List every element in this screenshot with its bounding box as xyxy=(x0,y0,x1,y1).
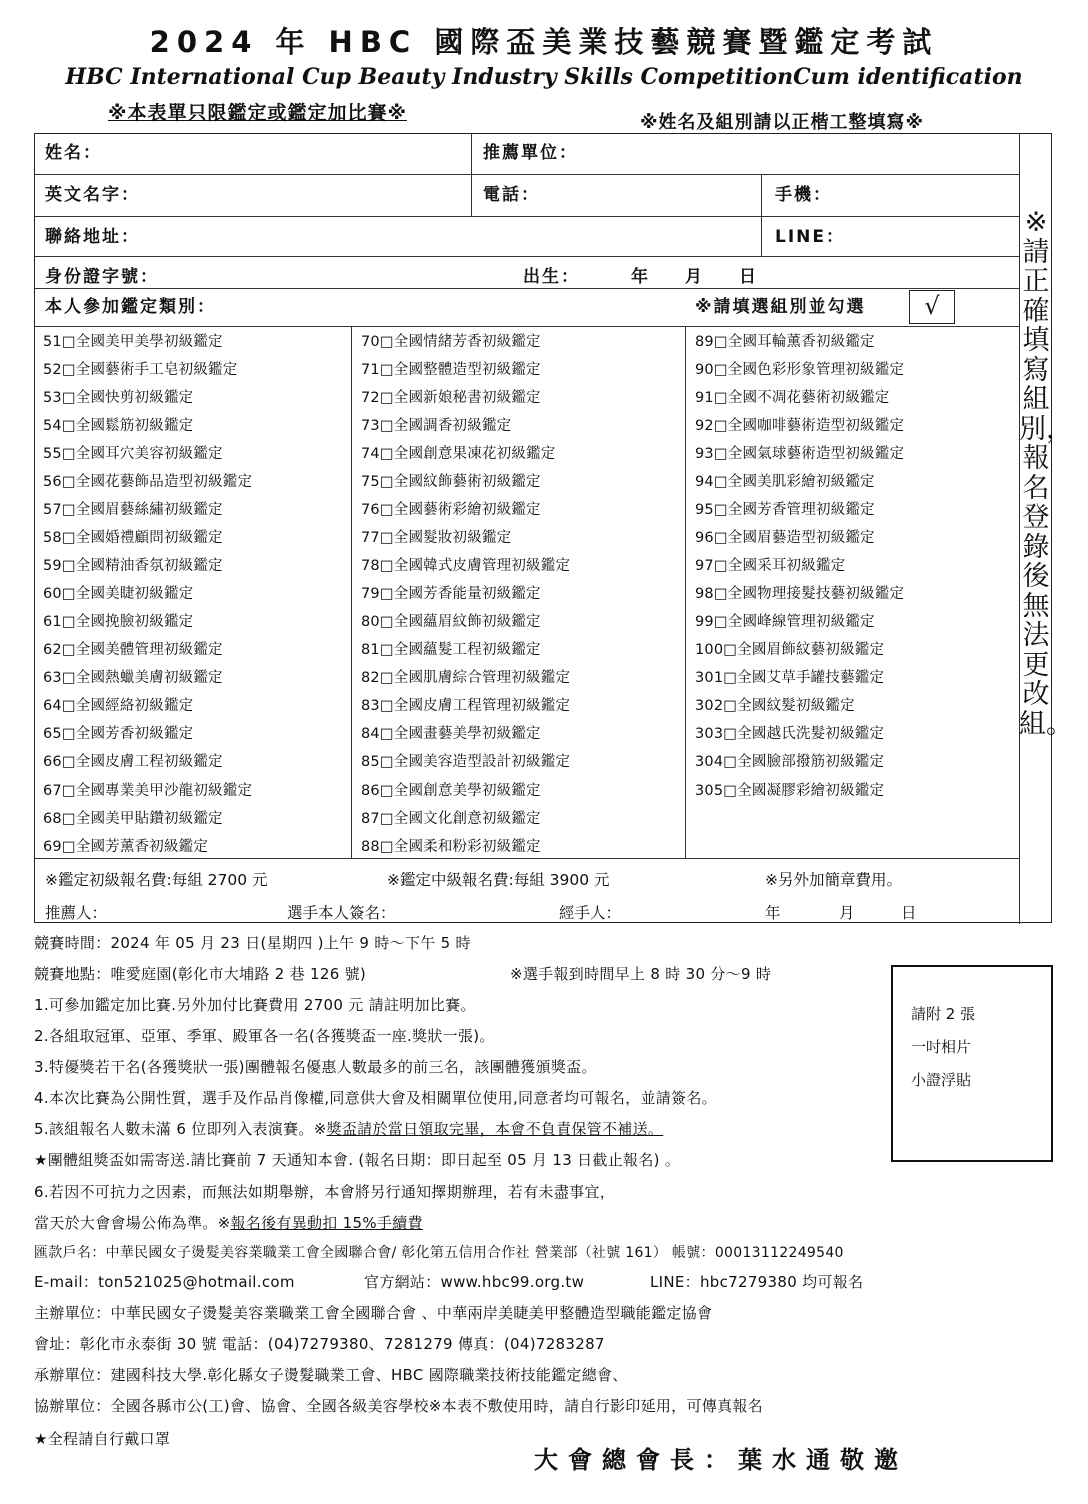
category-label: 本人參加鑑定類別： xyxy=(45,297,216,317)
category-item[interactable]: 67□全國專業美甲沙龍初級鑑定 xyxy=(43,782,253,799)
category-item[interactable]: 55□全國耳穴美容初級鑑定 xyxy=(43,446,223,463)
rule-7-fee-note: 報名後有異動扣 15%手續費 xyxy=(230,1214,423,1232)
co-host-unit: 協辦單位：全國各縣市公(工)會、協會、全國各級美容學校※本表不敷使用時，請自行影印延用，可傳真報名 xyxy=(34,1397,763,1415)
rule-4: 4.本次比賽為公開性質，選手及作品肖像權,同意供大會及相關單位使用,同意者均可報名，並請簽名。 xyxy=(34,1089,717,1107)
category-item[interactable]: 80□全國蘊眉紋飾初級鑑定 xyxy=(361,614,541,631)
category-item[interactable]: 71□全國整體造型初級鑑定 xyxy=(361,362,541,379)
id-number-field[interactable]: 身份證字號： xyxy=(45,267,159,287)
category-column-1 xyxy=(43,328,252,861)
category-item[interactable]: 61□全國挽臉初級鑑定 xyxy=(43,614,194,631)
notice-form-restriction: ※本表單只限鑑定或鑑定加比賽※ xyxy=(108,102,407,124)
side-note-vertical: ※請正確填寫組別，報名登錄後無法更改組。 xyxy=(1019,207,1073,740)
birth-field[interactable]: 出生： xyxy=(523,267,580,287)
category-item[interactable]: 303□全國越氏洗髮初級鑑定 xyxy=(695,726,885,743)
category-item[interactable]: 87□全國文化創意初級鑑定 xyxy=(361,810,541,827)
category-item[interactable]: 89□全國耳輪薰香初級鑑定 xyxy=(695,334,875,350)
category-item[interactable]: 94□全國美肌彩繪初級鑑定 xyxy=(695,474,875,491)
category-item[interactable]: 58□全國婚禮顧問初級鑑定 xyxy=(43,530,223,547)
category-item[interactable]: 84□全國畫藝美學初級鑑定 xyxy=(361,726,541,743)
category-item[interactable]: 88□全國柔和粉彩初級鑑定 xyxy=(361,838,541,855)
birth-year-label: 年 xyxy=(631,267,650,287)
category-item[interactable]: 54□全國鬆筋初級鑑定 xyxy=(43,418,194,435)
recommender-unit-field[interactable]: 推薦單位： xyxy=(483,143,578,163)
category-item[interactable]: 76□全國藝術彩繪初級鑑定 xyxy=(361,502,541,519)
fee-basic: ※鑑定初級報名費:每組 2700 元 xyxy=(45,871,268,889)
contestant-signature[interactable]: 選手本人簽名： xyxy=(287,904,396,922)
category-item[interactable]: 66□全國皮膚工程初級鑑定 xyxy=(43,754,223,771)
host-unit: 承辦單位：建國科技大學.彰化縣女子燙髮職業工會、HBC 國際職業技術技能鑑定總會、 xyxy=(34,1366,628,1384)
category-item[interactable]: 100□全國眉飾紋藝初級鑑定 xyxy=(695,642,885,659)
category-item[interactable]: 64□全國經絡初級鑑定 xyxy=(43,698,194,715)
email[interactable]: E-mail：ton521025@hotmail.com xyxy=(34,1273,295,1291)
category-item[interactable]: 65□全國芳香初級鑑定 xyxy=(43,726,194,743)
category-item[interactable]: 79□全國芳香能量初級鑑定 xyxy=(361,586,541,603)
bank-account: 匯款戶名：中華民國女子燙髮美容業職業工會全國聯合會/ 彰化第五信用合作社 營業部（社號 161） 帳號：00013112249540 xyxy=(34,1245,844,1261)
recommender-signature[interactable]: 推薦人： xyxy=(45,904,108,922)
photo-box[interactable] xyxy=(891,965,1053,1162)
category-item[interactable]: 96□全國眉藝造型初級鑑定 xyxy=(695,530,875,547)
category-item[interactable]: 74□全國創意果凍花初級鑑定 xyxy=(361,446,556,463)
category-item[interactable]: 51□全國美甲美學初級鑑定 xyxy=(43,334,223,350)
category-item[interactable]: 52□全國藝術手工皂初級鑑定 xyxy=(43,362,238,379)
competition-venue: 競賽地點：唯愛庭園(彰化市大埔路 2 巷 126 號) xyxy=(34,965,367,983)
category-item[interactable]: 86□全國創意美學初級鑑定 xyxy=(361,782,541,799)
page-title: 2024 年 HBC 國際盃美業技藝競賽暨鑑定考試 xyxy=(149,25,939,59)
category-item[interactable]: 56□全國花藝飾品造型初級鑑定 xyxy=(43,474,253,491)
handler-signature[interactable]: 經手人： xyxy=(559,904,622,922)
category-item[interactable]: 73□全國調香初級鑑定 xyxy=(361,418,512,435)
phone-field[interactable]: 電話： xyxy=(483,185,540,205)
category-item[interactable]: 68□全國美甲貼鑽初級鑑定 xyxy=(43,810,223,827)
category-item[interactable]: 304□全國臉部撥筋初級鑑定 xyxy=(695,754,885,771)
category-item[interactable]: 82□全國肌膚綜合管理初級鑑定 xyxy=(361,670,571,687)
category-item[interactable]: 93□全國氣球藝術造型初級鑑定 xyxy=(695,446,905,463)
category-item[interactable]: 98□全國物理接髮技藝初級鑑定 xyxy=(695,586,905,603)
category-item[interactable]: 301□全國艾草手罐技藝鑑定 xyxy=(695,670,885,687)
name-field[interactable]: 姓名： xyxy=(45,143,102,163)
category-item[interactable]: 77□全國髮妝初級鑑定 xyxy=(361,530,512,547)
rule-5 xyxy=(34,1118,663,1139)
mask-note: ★全程請自行戴口罩 xyxy=(34,1430,171,1448)
fee-brochure: ※另外加簡章費用。 xyxy=(765,871,902,889)
photo-instruction-1: 請附 2 張 xyxy=(911,1005,976,1023)
check-mark-box[interactable]: √ xyxy=(909,290,955,324)
category-item[interactable]: 72□全國新娘秘書初級鑑定 xyxy=(361,390,541,407)
category-item[interactable]: 60□全國美睫初級鑑定 xyxy=(43,586,194,603)
page-subtitle: HBC International Cup Beauty Industry Skills CompetitionCum identification xyxy=(65,64,1023,90)
category-item[interactable]: 302□全國紋髮初級鑑定 xyxy=(695,698,855,715)
fee-intermediate: ※鑑定中級報名費:每組 3900 元 xyxy=(387,871,610,889)
category-item[interactable]: 97□全國采耳初級鑑定 xyxy=(695,558,846,575)
category-item[interactable]: 81□全國蘊髮工程初級鑑定 xyxy=(361,642,541,659)
category-item[interactable]: 70□全國情緒芳香初級鑑定 xyxy=(361,334,541,350)
photo-instruction-3: 小證浮貼 xyxy=(911,1071,972,1089)
category-item[interactable]: 62□全國美體管理初級鑑定 xyxy=(43,642,223,659)
category-item[interactable]: 57□全國眉藝絲繡初級鑑定 xyxy=(43,502,223,519)
rule-1: 1.可參加鑑定加比賽.另外加付比賽費用 2700 元 請註明加比賽。 xyxy=(34,996,476,1014)
rule-3: 3.特優獎若干名(各獲獎狀一張)團體報名優惠人數最多的前三名，該團體獲頒獎盃。 xyxy=(34,1058,597,1076)
group-trophy-note: ★團體組獎盃如需寄送.請比賽前 7 天通知本會. (報名日期：即日起至 05 月 13 日截止報名) 。 xyxy=(34,1151,681,1169)
category-item[interactable]: 78□全國韓式皮膚管理初級鑑定 xyxy=(361,558,571,575)
english-name-field[interactable]: 英文名字： xyxy=(45,185,140,205)
rule-5-trophy-note: 獎盃請於當日領取完畢，本會不負責保管不補送。 xyxy=(326,1120,664,1138)
category-item[interactable]: 91□全國不凋花藝術初級鑑定 xyxy=(695,390,890,407)
rule-6: 6.若因不可抗力之因素，而無法如期舉辦，本會將另行通知擇期辦理，若有未盡事宜， xyxy=(34,1183,616,1201)
category-item[interactable]: 53□全國快剪初級鑑定 xyxy=(43,390,194,407)
category-item[interactable]: 95□全國芳香管理初級鑑定 xyxy=(695,502,875,519)
rule-7-text: 當天於大會會場公佈為準。※ xyxy=(34,1214,231,1232)
category-item[interactable]: 85□全國美容造型設計初級鑑定 xyxy=(361,754,571,771)
president-invitation: 大會總會長：葉水通敬邀 xyxy=(534,1446,908,1474)
rule-5-text: 5.該組報名人數未滿 6 位即列入表演賽。※ xyxy=(34,1120,327,1138)
registration-form xyxy=(34,133,1073,923)
line-field[interactable]: LINE： xyxy=(775,227,845,247)
category-item[interactable]: 59□全國精油香氛初級鑑定 xyxy=(43,558,223,575)
category-item[interactable]: 63□全國熱蠟美膚初級鑑定 xyxy=(43,670,223,687)
check-hint: ※請填選組別並勾選 xyxy=(695,297,866,317)
office-address: 會址：彰化市永泰街 30 號 電話：(04)7279380、7281279 傳真：(04)7283287 xyxy=(34,1335,605,1353)
checkin-time: ※選手報到時間早上 8 時 30 分～9 時 xyxy=(510,965,772,983)
website-link[interactable]: 官方網站：www.hbc99.org.tw xyxy=(364,1273,585,1291)
sign-day-label: 日 xyxy=(901,904,917,922)
category-item[interactable]: 92□全國咖啡藝術造型初級鑑定 xyxy=(695,418,905,435)
category-item[interactable]: 99□全國峰線管理初級鑑定 xyxy=(695,614,875,631)
category-item[interactable]: 69□全國芳薰香初級鑑定 xyxy=(43,838,209,855)
category-column-3 xyxy=(695,328,904,805)
address-field[interactable]: 聯絡地址： xyxy=(45,227,140,247)
sign-month-label: 月 xyxy=(839,904,855,922)
category-item[interactable]: 83□全國皮膚工程管理初級鑑定 xyxy=(361,698,571,715)
notice-write-neatly: ※姓名及組別請以正楷工整填寫※ xyxy=(640,112,924,133)
rule-2: 2.各組取冠軍、亞軍、季軍、殿軍各一名(各獲獎盃一座.獎狀一張)。 xyxy=(34,1027,495,1045)
birth-day-label: 日 xyxy=(739,267,758,287)
category-column-2 xyxy=(361,328,570,861)
category-item[interactable]: 90□全國色彩形象管理初級鑑定 xyxy=(695,362,905,379)
organizer: 主辦單位：中華民國女子燙髮美容業職業工會全國聯合會 、中華兩岸美睫美甲整體造型職能鑑定協會 xyxy=(34,1304,713,1322)
birth-month-label: 月 xyxy=(685,267,704,287)
line-id: LINE：hbc7279380 均可報名 xyxy=(650,1273,864,1291)
sign-year-label: 年 xyxy=(765,904,781,922)
rule-7 xyxy=(34,1212,423,1233)
category-item[interactable]: 305□全國凝膠彩繪初級鑑定 xyxy=(695,782,885,799)
category-item[interactable]: 75□全國紋飾藝術初級鑑定 xyxy=(361,474,541,491)
photo-instruction-2: 一吋相片 xyxy=(911,1038,972,1056)
competition-time: 競賽時間：2024 年 05 月 23 日(星期四 )上午 9 時～下午 5 時 xyxy=(34,934,471,952)
mobile-field[interactable]: 手機： xyxy=(775,185,832,205)
